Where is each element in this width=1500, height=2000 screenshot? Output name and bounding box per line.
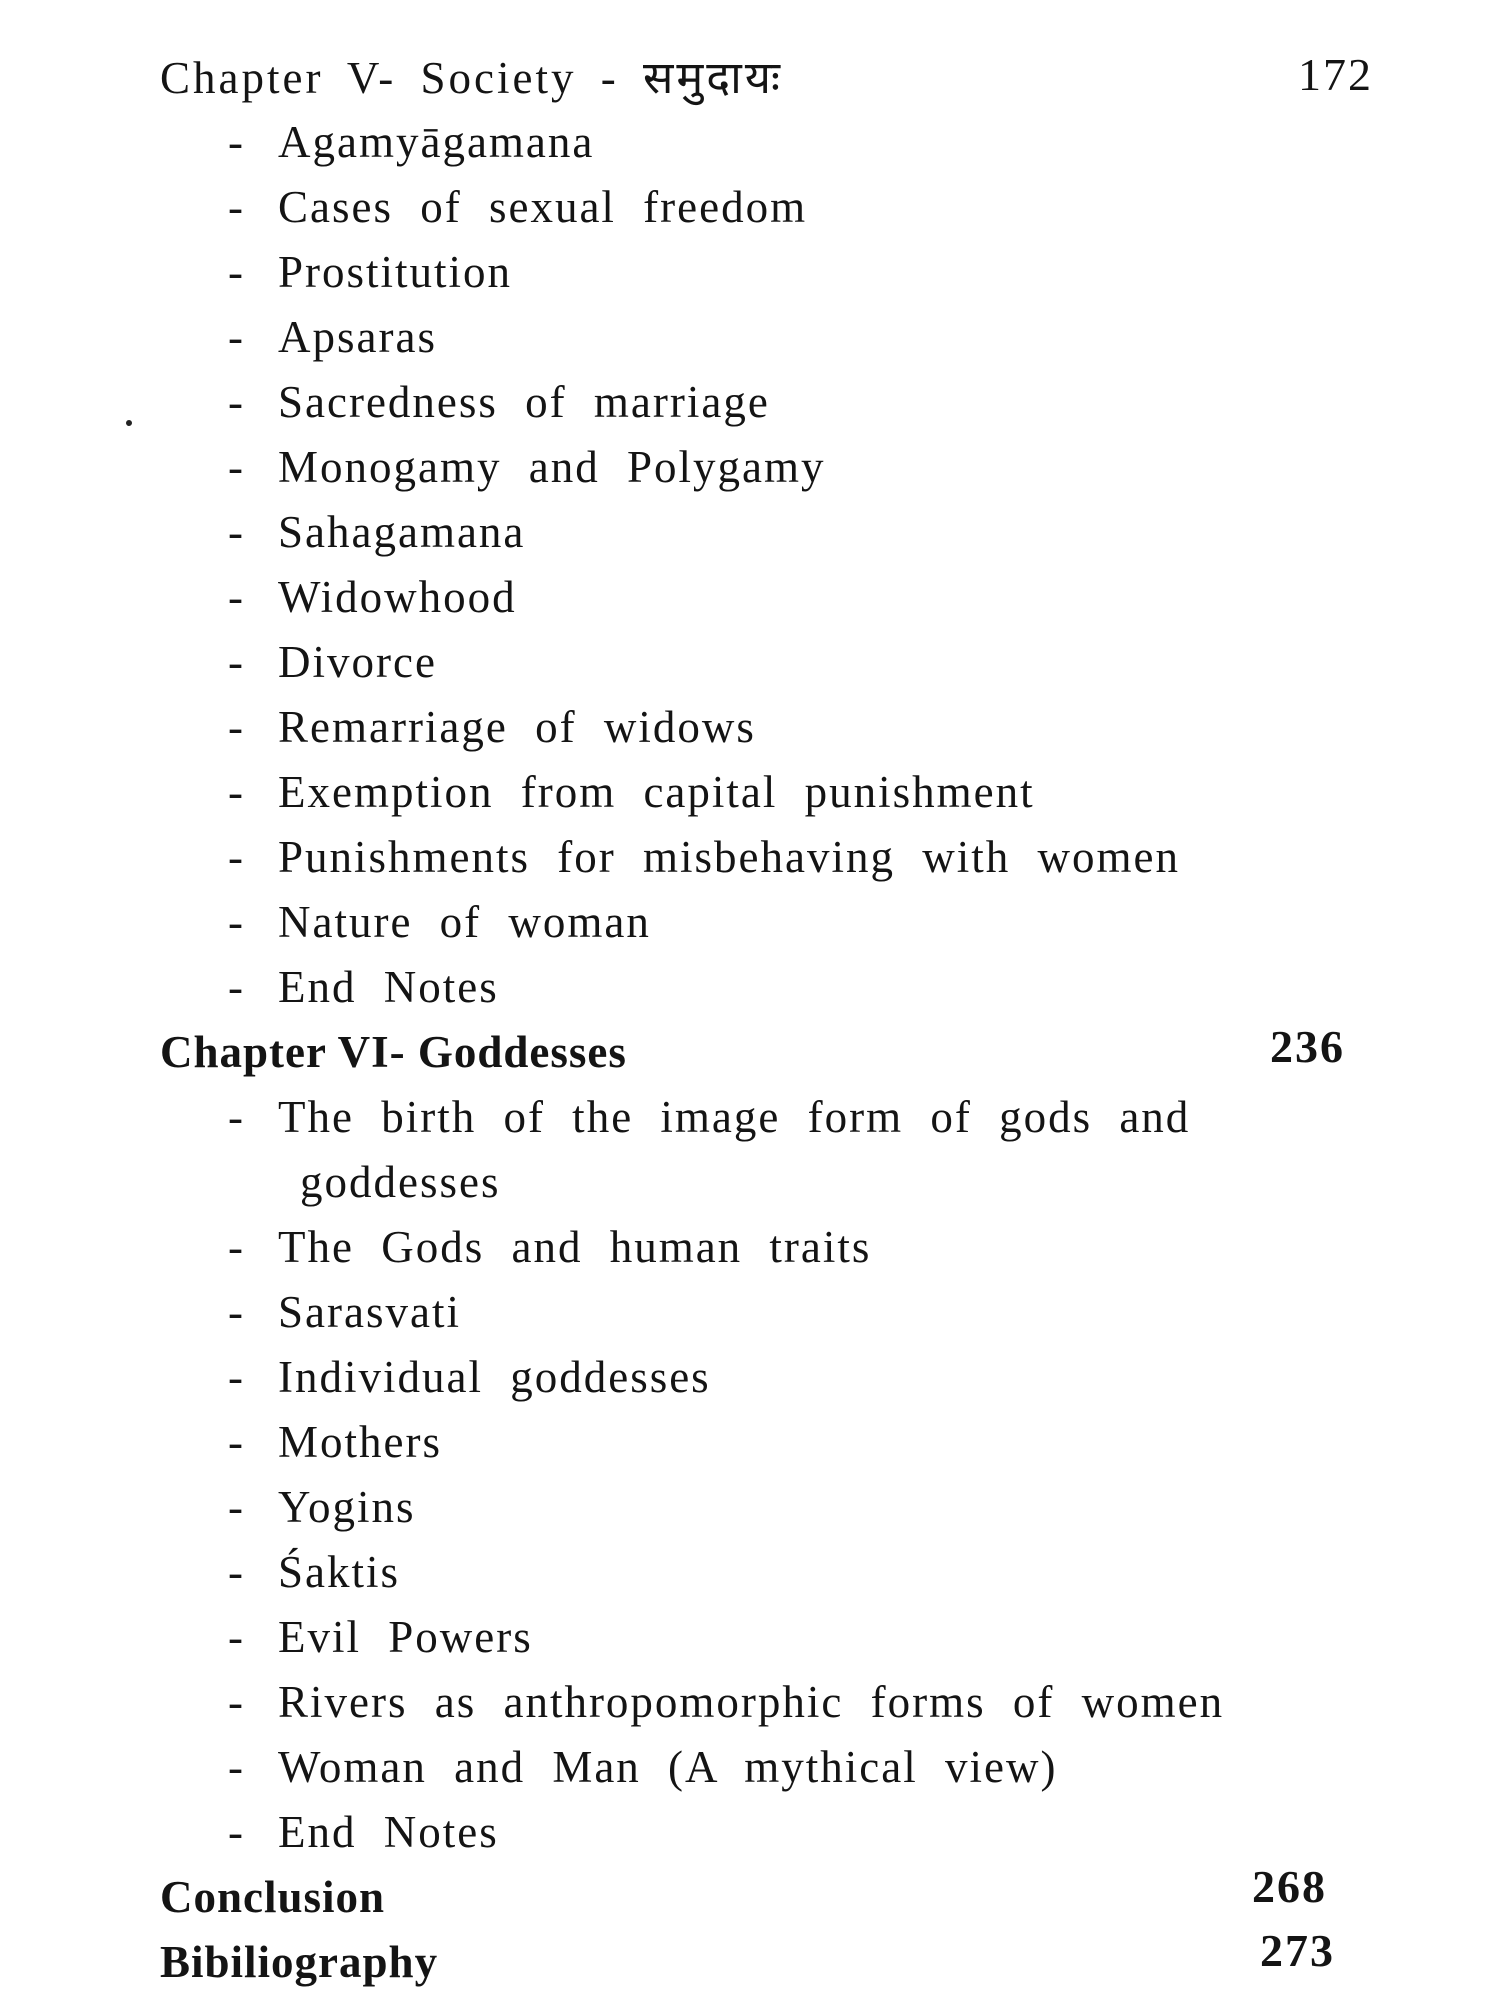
toc-entry: - Punishments for misbehaving with women bbox=[228, 832, 1180, 882]
toc-entry: - Remarriage of widows bbox=[228, 702, 756, 752]
toc-entry: - Exemption from capital punishment bbox=[228, 767, 1035, 817]
toc-entry: - Monogamy and Polygamy bbox=[228, 442, 826, 492]
chapter-6-page-number: 236 bbox=[1270, 1021, 1345, 1072]
toc-entry: - Woman and Man (A mythical view) bbox=[228, 1742, 1058, 1792]
conclusion-title: Conclusion bbox=[160, 1872, 386, 1922]
chapter-6-heading bbox=[160, 1020, 1380, 1084]
toc-entry: - The birth of the image form of gods and bbox=[228, 1092, 1191, 1142]
bibliography-heading bbox=[160, 1930, 1380, 1994]
bibliography-page-number: 273 bbox=[1260, 1925, 1335, 1976]
toc-entry: - Individual goddesses bbox=[228, 1352, 711, 1402]
toc-entry: - End Notes bbox=[228, 962, 499, 1012]
toc-entry: - Divorce bbox=[228, 637, 437, 687]
conclusion-page-number: 268 bbox=[1252, 1861, 1327, 1912]
toc-entry: - Sacredness of marriage bbox=[228, 377, 770, 427]
chapter-5-page-number: 172 bbox=[1298, 49, 1373, 100]
toc-entry: - Apsaras bbox=[228, 312, 437, 362]
toc-entry: - Sahagamana bbox=[228, 507, 526, 557]
toc-entry: - Sarasvati bbox=[228, 1287, 461, 1337]
bibliography-title: Bibiliography bbox=[160, 1937, 439, 1987]
toc-entry: - End Notes bbox=[228, 1807, 499, 1857]
toc-entry: - Nature of woman bbox=[228, 897, 651, 947]
toc-entry: - Yogins bbox=[228, 1482, 416, 1532]
stray-mark bbox=[126, 420, 132, 426]
chapter-6-title: Chapter VI- Goddesses bbox=[160, 1027, 627, 1077]
toc-entry: - Cases of sexual freedom bbox=[228, 182, 808, 232]
conclusion-heading bbox=[160, 1865, 1380, 1929]
toc-entry: - Śaktis bbox=[228, 1547, 401, 1597]
toc-entry: - Agamyāgamana bbox=[228, 117, 595, 167]
toc-entry: - Mothers bbox=[228, 1417, 442, 1467]
toc-entry-continuation: goddesses bbox=[300, 1157, 501, 1207]
toc-entry: - Prostitution bbox=[228, 247, 513, 297]
chapter-5-title: Chapter V- Society - समुदायः bbox=[160, 52, 784, 103]
toc-entry: - Rivers as anthropomorphic forms of women bbox=[228, 1677, 1225, 1727]
chapter-5-heading bbox=[160, 44, 1380, 108]
toc-entry: - Evil Powers bbox=[228, 1612, 533, 1662]
toc-entry: - Widowhood bbox=[228, 572, 517, 622]
toc-entry: - The Gods and human traits bbox=[228, 1222, 872, 1272]
